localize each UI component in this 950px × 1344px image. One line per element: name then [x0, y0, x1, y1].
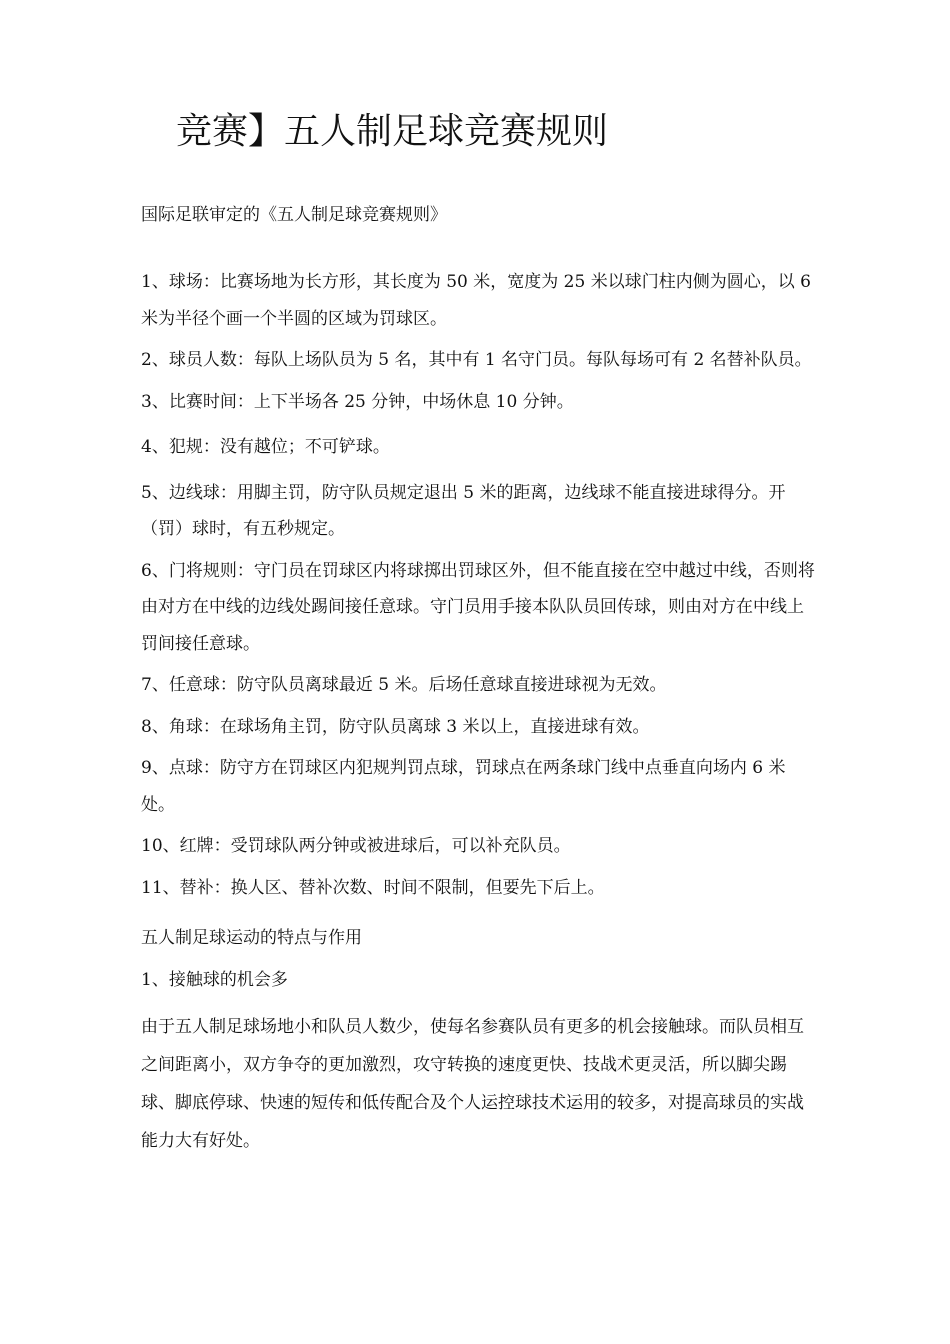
- rule-4-fouls: 4、犯规：没有越位；不可铲球。: [141, 437, 390, 457]
- rule-2-players: 2、球员人数：每队上场队员为 5 名，其中有 1 名守门员。每队每场可有 2 名替补队员。: [141, 350, 812, 370]
- document-title: 竞赛】五人制足球竞赛规则: [176, 111, 609, 152]
- rule-7-free-kick: 7、任意球：防守队员离球最近 5 米。后场任意球直接进球视为无效。: [141, 675, 667, 695]
- body-paragraph: 由于五人制足球场地小和队员人数少，使每名参赛队员有更多的机会接触球。而队员相互之间距离小，双方争夺的更加激烈，攻守转换的速度更快、技战术更灵活，所以脚尖踢球、脚底停球、快速的短传和低传配合及个人运控球技术运用的较多，对提高球员的实战能力大有好处。: [141, 1017, 804, 1151]
- rule-5-kick-in: 5、边线球：用脚主罚，防守队员规定退出 5 米的距离，边线球不能直接进球得分。开（罚）球时，有五秒规定。: [141, 482, 786, 539]
- document-body: [141, 264, 817, 1160]
- rule-3-time: 3、比赛时间：上下半场各 25 分钟，中场休息 10 分钟。: [141, 391, 574, 412]
- rule-8-corner: 8、角球：在球场角主罚，防守队员离球 3 米以上，直接进球有效。: [141, 716, 650, 737]
- rule-9-penalty: 9、点球：防守方在罚球区内犯规判罚点球，罚球点在两条球门线中点垂直向场内 6 米处。: [141, 758, 786, 815]
- document-subtitle: 国际足联审定的《五人制足球竞赛规则》: [141, 205, 447, 225]
- item-heading: 1、接触球的机会多: [141, 970, 288, 990]
- rule-1-field: 1、球场：比赛场地为长方形，其长度为 50 米，宽度为 25 米以球门柱内侧为圆心，以 6 米为半径个画一个半圆的区域为罚球区。: [141, 272, 811, 329]
- rule-6-goalkeeper: 6、门将规则：守门员在罚球区内将球掷出罚球区外，但不能直接在空中越过中线，否则将由对方在中线的边线处踢间接任意球。守门员用手接本队队员回传球，则由对方在中线上罚间接任意球。: [141, 560, 815, 654]
- section-heading: 五人制足球运动的特点与作用: [141, 928, 362, 948]
- rule-10-red-card: 10、红牌：受罚球队两分钟或被进球后，可以补充队员。: [141, 836, 571, 856]
- rule-11-substitution: 11、替补：换人区、替补次数、时间不限制，但要先下后上。: [141, 877, 605, 898]
